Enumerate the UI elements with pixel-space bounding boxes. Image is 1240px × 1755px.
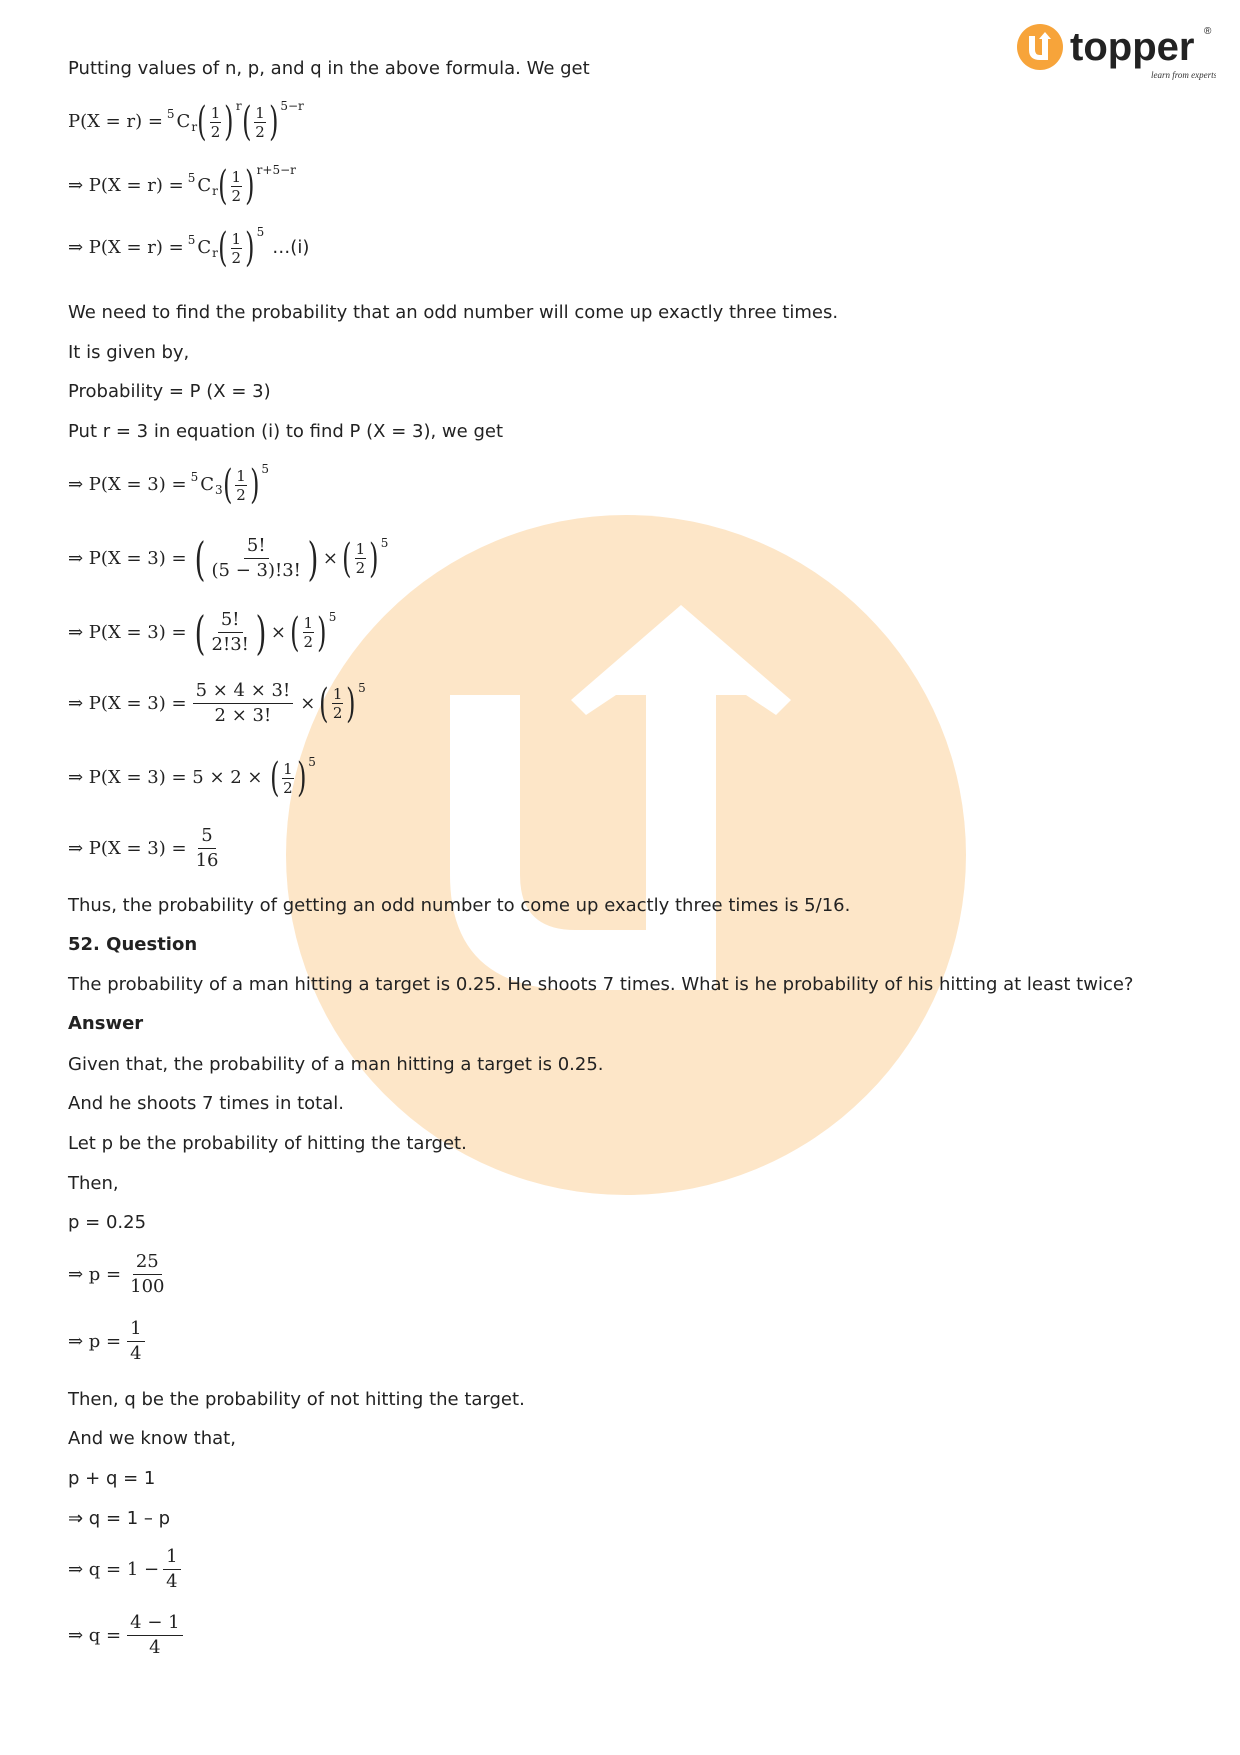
logo-registered-mark: ® [1204,26,1212,37]
paragraph-then-q: Then, q be the probability of not hitting the target. [68,1389,525,1410]
equation-3: ⇒ P(X = r) = 5 C r ( $\frac{1}{2}$ ) 5 …(i) [68,228,309,268]
equation-13 [68,1612,186,1659]
paragraph-put-r: Put r = 3 in equation (i) to find P (X = 3), we get [68,421,503,442]
eq10-fraction: $\frac{25}{100}$ [130,1251,165,1297]
paragraph-shoots: And he shoots 7 times in total. [68,1093,344,1114]
eq5-exponent: 5 [380,535,389,550]
equation-10 [68,1251,171,1298]
eq5-fraction-half: $\frac{1}{2}$ [355,540,366,577]
paragraph-need-to-find: We need to find the probability that an odd number will come up exactly three times. [68,302,839,323]
paragraph-given-that: Given that, the probability of a man hitting a target is 0.25. [68,1054,604,1075]
paragraph-thus: Thus, the probability of getting an odd number to come up exactly three times is 5/16. [68,895,851,916]
eq8-fraction-half: $\frac{1}{2}$ [283,759,293,797]
paragraph-let-p: Let p be the probability of hitting the target. [68,1133,467,1154]
eq3-exponent: 5 [256,225,265,239]
eq1-c: C [176,111,191,132]
equation-6: ⇒ P(X = 3) = ( $\frac{5!}{2!3!}$ ) × ( $\frac{1}{2}$ ) 5 [68,605,337,660]
eq12-fraction: $\frac{1}{4}$ [163,1546,180,1593]
eq6-exponent: 5 [328,609,337,624]
eq3-fraction: $\frac{1}{2}$ [231,229,242,267]
eq2-fraction: $\frac{1}{2}$ [231,167,242,205]
equation-11 [68,1318,148,1365]
eq2-pre-superscript: 5 [187,171,196,185]
eq3-c: C [197,237,212,258]
eq2-lhs: ⇒ P(X = r) = [68,175,184,196]
equation-5: ⇒ P(X = 3) = ( $\frac{5!}{(5 - 3)!3!}$ ) × ( $\frac{1}{2}$ ) 5 [68,531,389,586]
equation-2: ⇒ P(X = r) = 5 C r ( $\frac{1}{2}$ ) r+5−r [68,166,296,206]
eq5-lhs: ⇒ P(X = 3) = [68,547,187,569]
eq6-lhs: ⇒ P(X = 3) = [68,621,187,643]
eq8-lhs: ⇒ P(X = 3) = 5 × 2 × [68,767,263,788]
eq11-fraction: $\frac{1}{4}$ [127,1318,144,1365]
eq3-pre-superscript: 5 [187,233,196,247]
eq9-fraction: $\frac{5}{16}$ [195,825,219,871]
equation-7: ⇒ P(X = 3) = $\frac{5 \times 4 \times 3!}{2 \times 3!}$ × ( $\frac{1}{2}$ ) 5 [68,680,366,727]
eq6-fraction-half: $\frac{1}{2}$ [303,614,314,651]
eq7-lhs: ⇒ P(X = 3) = [68,692,187,714]
topper-logo-icon [1016,22,1216,84]
eq4-fraction: $\frac{1}{2}$ [236,466,246,504]
eq1-fraction-a: $\frac{1}{2}$ [210,103,221,141]
eq4-lhs: ⇒ P(X = 3) = [68,474,187,495]
watermark-u-arrow-logo [286,515,966,1195]
eq3-tag: …(i) [272,237,310,258]
eq4-c-subscript: 3 [214,483,223,497]
eq1-lhs: P(X = r) = [68,111,163,132]
logo-tagline: learn from experts [1151,70,1216,80]
eq6-fraction-factorial: $\frac{5!}{2!3!}$ [211,609,249,655]
equation-9 [68,825,224,872]
question-heading: 52. Question [68,934,198,955]
eq4-pre-superscript: 5 [190,470,199,484]
eq4-c: C [200,474,214,495]
answer-heading: Answer [68,1013,144,1034]
eq1-pre-superscript: 5 [166,107,175,121]
paragraph-probability: Probability = P (X = 3) [68,381,271,402]
logo-brand-text: topper [1070,25,1195,69]
eq13-fraction: $\frac{4 - 1}{4}$ [127,1612,182,1659]
eq2-c-subscript: r [212,184,218,198]
eq8-exponent: 5 [308,755,316,769]
eq3-c-subscript: r [212,246,218,260]
equation-12 [68,1546,184,1593]
eq1-fraction-b: $\frac{1}{2}$ [255,103,265,141]
eq4-exponent: 5 [261,462,270,476]
eq7-times: × [300,692,316,714]
paragraph-p-value: p = 0.25 [68,1212,147,1233]
eq7-exponent: 5 [358,680,366,695]
eq1-exponent-2: 5−r [280,99,304,113]
eq3-lhs: ⇒ P(X = r) = [68,237,184,258]
eq6-times: × [270,621,286,643]
paragraph-p-plus-q: p + q = 1 [68,1468,156,1489]
paragraph-then: Then, [68,1173,119,1194]
eq1-c-subscript: r [191,120,198,134]
eq5-times: × [322,547,338,569]
eq9-lhs: ⇒ P(X = 3) = [68,837,187,859]
equation-8: ⇒ P(X = 3) = 5 × 2 × ( $\frac{1}{2}$ ) 5 [68,758,316,798]
eq13-lhs: ⇒ q = [68,1624,122,1646]
eq7-fraction-half: $\frac{1}{2}$ [332,685,343,722]
topper-logo [1016,22,1216,84]
eq11-lhs: ⇒ p = [68,1330,122,1352]
eq10-lhs: ⇒ p = [68,1263,122,1285]
eq12-lhs: ⇒ q = 1 − [68,1558,160,1580]
eq2-c: C [197,175,212,196]
paragraph-putting-values: Putting values of n, p, and q in the above formula. We get [68,58,590,79]
eq7-fraction-factorial: $\frac{5 \times 4 \times 3!}{2 \times 3!}$ [193,680,294,727]
eq1-exponent-1: r [235,99,242,113]
equation-4: ⇒ P(X = 3) = 5 C 3 ( $\frac{1}{2}$ ) 5 [68,465,269,505]
question-body: The probability of a man hitting a target is 0.25. He shoots 7 times. What is he probability of his hitting at least twice? [68,974,1134,995]
eq5-fraction-factorial: $\frac{5!}{(5 - 3)!3!}$ [211,535,301,581]
paragraph-q-equals: ⇒ q = 1 – p [68,1508,171,1529]
eq2-exponent: r+5−r [256,163,296,177]
paragraph-given-by: It is given by, [68,342,190,363]
equation-1: P(X = r) = 5 C r ( $\frac{1}{2}$ ) r ( $\frac{1}{2}$ ) 5−r [68,102,304,142]
paragraph-we-know: And we know that, [68,1428,236,1449]
